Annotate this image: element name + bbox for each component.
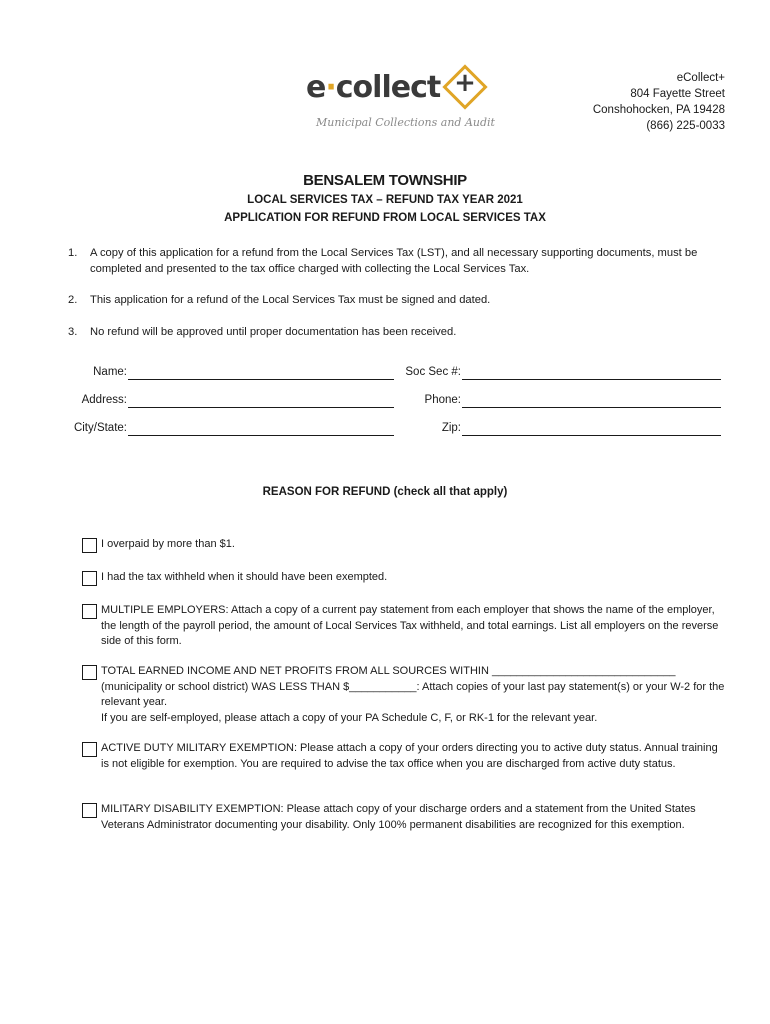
option-low-income: TOTAL EARNED INCOME AND NET PROFITS FROM ALL SOURCES WITHIN ______________________________ (municipality or school district) WAS LESS THAN $___________: Attach copies of your last pay statement(s) or your W-2 for the relevant year. If you are self-employed, please attach a copy of your PA Schedule C, F, or RK-1 for the relevant year.	[101, 665, 725, 724]
company-address	[593, 70, 725, 134]
logo-plus-icon: +	[454, 68, 476, 98]
address-label: Address:	[81, 394, 127, 406]
option-active-duty: ACTIVE DUTY MILITARY EXEMPTION: Please attach a copy of your orders directing you to active duty status. Annual training is not eligible for exemption. You are required to advise the tax office when you are discharged from active duty status.	[101, 742, 718, 770]
instruction-item: 1. A copy of this application for a refund from the Local Services Tax (LST), and all necessary supporting documents, must be completed and presented to the tax office charged with collecting the Local Services Tax.	[68, 247, 698, 275]
name-field[interactable]	[128, 367, 394, 380]
zip-label: Zip:	[441, 422, 461, 434]
subtitle-tax-year: LOCAL SERVICES TAX – REFUND TAX YEAR 2021	[247, 194, 523, 206]
zip-field[interactable]	[462, 423, 721, 436]
option-overpaid: I overpaid by more than $1.	[101, 538, 235, 550]
phone-label: Phone:	[424, 394, 461, 406]
option-military-disability: MILITARY DISABILITY EXEMPTION: Please attach copy of your discharge orders and a statement from the United States Veterans Administrator documenting your disability. Only 100% permanent disabilities are recognized for this exemption.	[101, 803, 696, 831]
phone-field[interactable]	[462, 395, 721, 408]
option-withheld-exempt: I had the tax withheld when it should have been exempted.	[101, 571, 388, 583]
checkbox-multiple-employers[interactable]	[82, 604, 97, 619]
checkbox-low-income[interactable]	[82, 665, 97, 680]
soc-sec-label: Soc Sec #:	[405, 366, 461, 378]
city-state-label: City/State:	[73, 422, 127, 434]
page-title: BENSALEM TOWNSHIP	[303, 172, 467, 189]
ecollect-logo	[306, 68, 495, 132]
instruction-item: 3. No refund will be approved until proper documentation has been received.	[68, 326, 457, 338]
soc-sec-field[interactable]	[462, 367, 721, 380]
logo-wordmark: e·collect	[306, 70, 441, 105]
checkbox-withheld-exempt[interactable]	[82, 571, 97, 586]
reason-section-title: REASON FOR REFUND (check all that apply)	[262, 486, 508, 498]
instruction-item: 2. This application for a refund of the Local Services Tax must be signed and dated.	[68, 294, 491, 306]
checkbox-military-disability[interactable]	[82, 803, 97, 818]
checkbox-overpaid[interactable]	[82, 538, 97, 553]
subtitle-application: APPLICATION FOR REFUND FROM LOCAL SERVICES TAX	[224, 212, 546, 224]
address-field[interactable]	[128, 395, 394, 408]
option-multiple-employers: MULTIPLE EMPLOYERS: Attach a copy of a current pay statement from each employer that shows the name of the employer, the length of the payroll period, the amount of Local Services Tax withheld, and total earnings. List all employers on the reverse side of this form.	[101, 604, 719, 647]
company-street: 804 Fayette Street	[630, 88, 725, 100]
company-name: eCollect+	[676, 72, 725, 84]
city-state-field[interactable]	[128, 423, 394, 436]
checkbox-active-duty[interactable]	[82, 742, 97, 757]
name-label: Name:	[93, 366, 127, 378]
logo-tagline: Municipal Collections and Audit	[316, 116, 495, 129]
company-city: Conshohocken, PA 19428	[592, 104, 725, 116]
company-phone: (866) 225-0033	[646, 120, 725, 132]
